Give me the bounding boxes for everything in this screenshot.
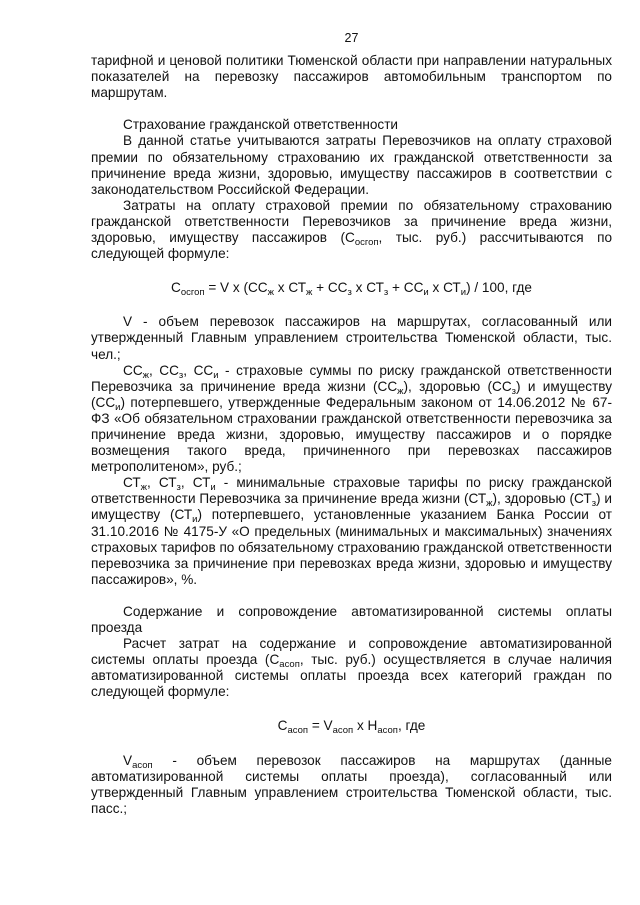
definition-cc: $СС_ж$, $СС_з$, $СС_и$ - страховые суммы по риску гражданской ответственности Перевозчика за причинение вреда жизни $(СС_ж)$, здоровью $(СС_з)$ и имуществу $(СС_и)$ потерпевшего, утвержденные Федеральным законом от 14.06.2012 № 67-ФЗ «Об обязательном страховании гражданской ответственности перевозчика за причинение вреда жизни, здоровью, имуществу пассажиров и о порядке возмещения такого вреда, причиненного при перевозках пассажиров метрополитеном», руб.; [91, 362, 612, 475]
definition-ct: $СТ_ж$, $СТ_з$, $СТ_и$ - минимальные страховые тарифы по риску гражданской ответственности Перевозчика за причинение вреда жизни $(СТ_ж)$, здоровью $(СТ_з)$ и имуществу $(СТ_и)$ потерпевшего, установленные указанием Банка России от 31.10.2016 № 4175-У «О предельных (минимальных и максимальных) значениях страховых тарифов по обязательному страхованию гражданской ответственности перевозчика за причинение при перевозках вреда жизни, здоровью и имуществу пассажиров», %. [91, 475, 613, 587]
section-title-fare-system: Содержание и сопровождение автоматизированной системы оплаты проезда [91, 603, 612, 635]
fare-system-paragraph: Расчет затрат на содержание и сопровождение автоматизированной системы оплаты проезда ($С_{асоп}$, тыс. руб.) осуществляется в случае наличия автоматизированной системы оплаты проезда всех категорий граждан по следующей формуле: [91, 636, 612, 700]
insurance-formula: $С_{осгоп} = V$ x ($СС_ж$ x $СТ_ж + СС_з$ x $СТ_з + СС_и$ x $СТ_и) / 100$, где [171, 280, 532, 299]
page-number: 27 [344, 31, 359, 45]
definition-v-asop: $V_{асоп}$ - объем перевозок пассажиров на маршрутах (данные автоматизированной системы оплаты проезда), согласованный или утвержденный Главным управлением строительства Тюменской области, тыс. пасс.; [91, 752, 612, 816]
section-title-insurance: Страхование гражданской ответственности [123, 117, 399, 133]
definition-v: V - объем перевозок пассажиров на маршрутах, согласованный или утвержденный Главным управлением строительства Тюменской области, тыс. чел.; [91, 314, 612, 362]
intro-paragraph: тарифной и ценовой политики Тюменской области при направлении натуральных показателей на перевозку пассажиров автомобильным транспортом по маршрутам. [91, 53, 612, 101]
fare-system-formula: $С_{асоп} = V_{асоп}$ x $Н_{асоп}$, где [277, 718, 426, 737]
insurance-paragraph-1: В данной статье учитываются затраты Перевозчиков на оплату страховой премии по обязательному страхованию их гражданской ответственности за причинение вреда жизни, здоровью, имуществу пассажиров в соответствии с законодательством Российской Федерации. [91, 133, 612, 197]
insurance-paragraph-2: Затраты на оплату страховой премии по обязательному страхованию гражданской ответственности Перевозчиков за причинение вреда жизни, здоровью, имуществу пассажиров ($С_{осгоп}$, тыс. руб.) рассчитываются по следующей формуле: [91, 197, 613, 262]
